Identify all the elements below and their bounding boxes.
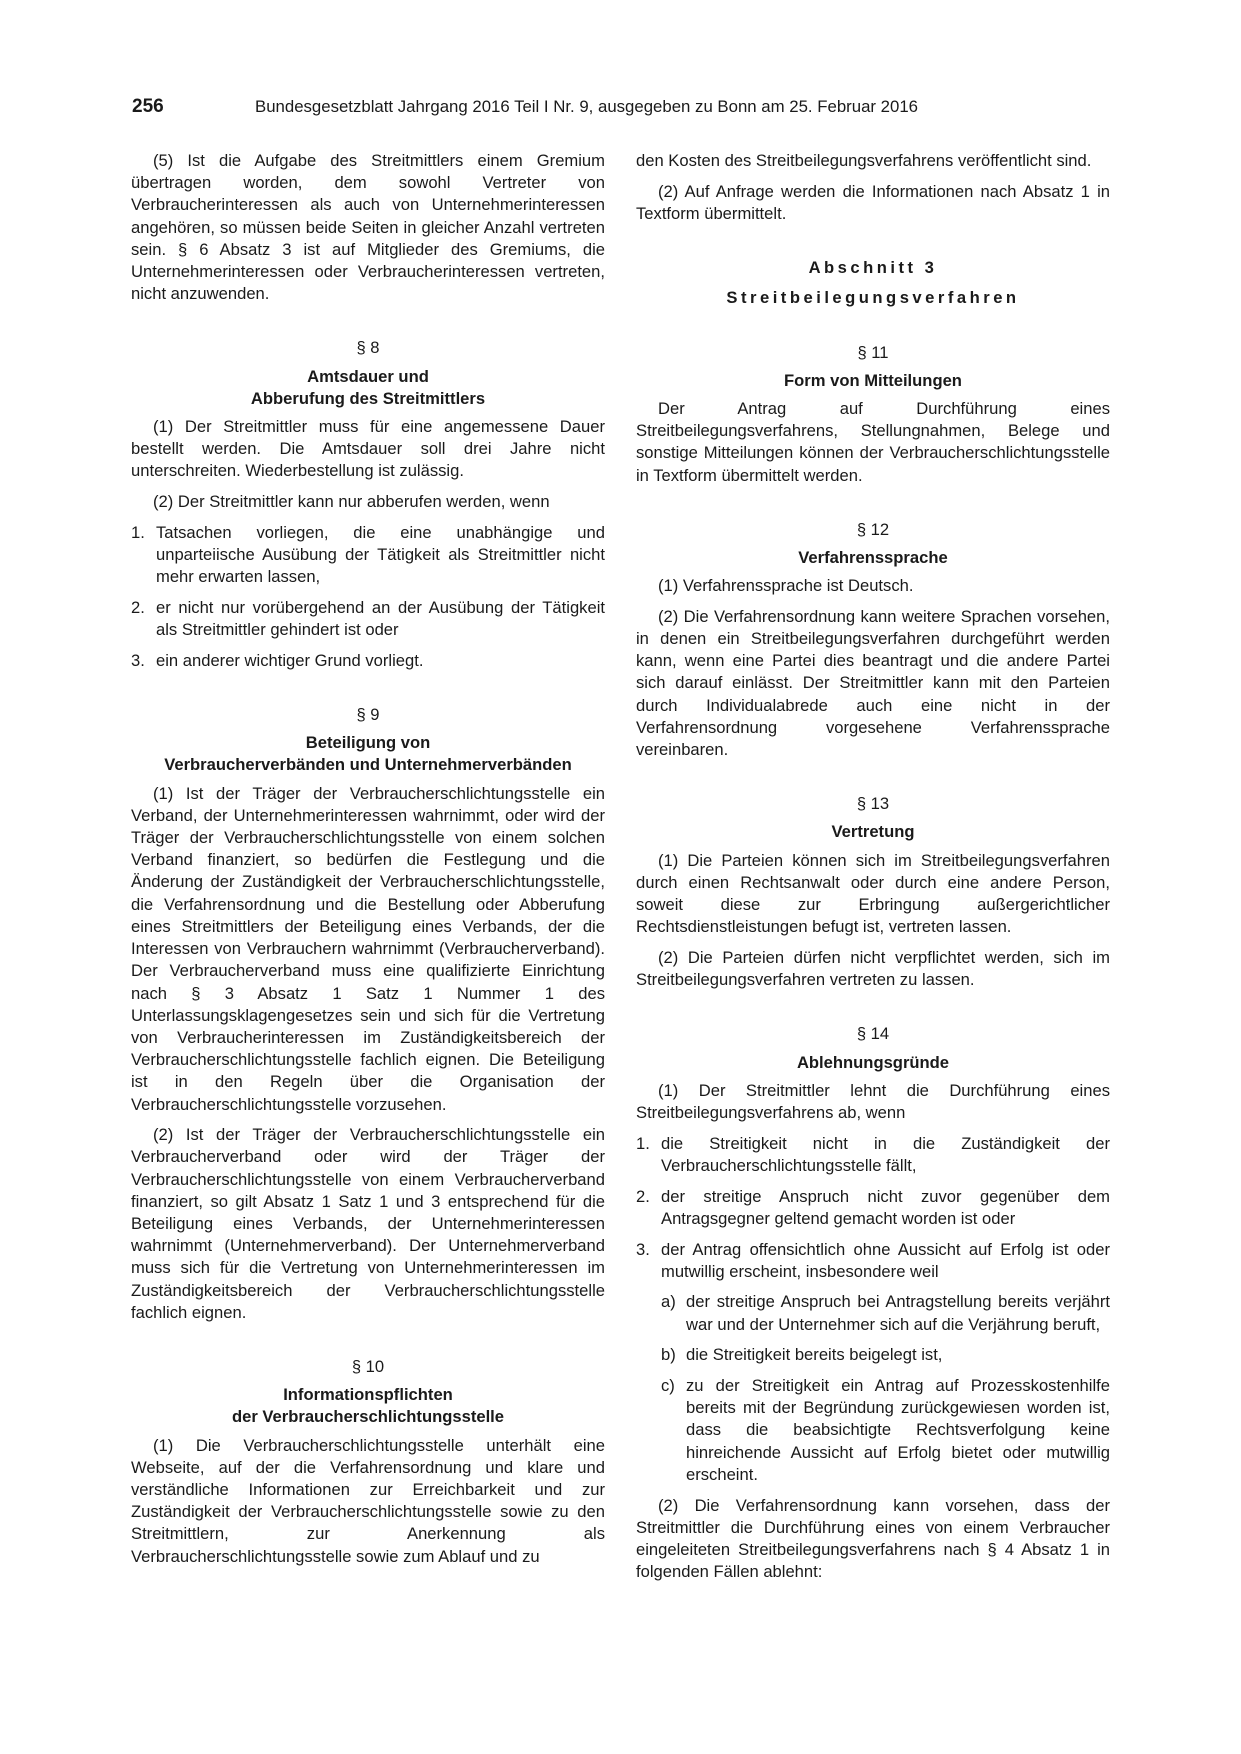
list-item xyxy=(636,1133,1110,1177)
list-item-number: 1. xyxy=(636,1133,650,1153)
sub-list-item-letter: c) xyxy=(661,1376,675,1396)
list-item-text: er nicht nur vorübergehend an der Ausübung der Tätigkeit als Streitmittler gehindert ist oder xyxy=(156,597,605,640)
section-10-title-line-1: Informationspflichten xyxy=(283,1385,453,1405)
section-14-title: Ablehnungsgründe xyxy=(796,1052,950,1072)
left-column xyxy=(131,150,605,1576)
section-14-number: § 14 xyxy=(856,1024,890,1044)
chapter-heading: Abschnitt 3 xyxy=(808,258,938,278)
sub-list-item-text: zu der Streitigkeit ein Antrag auf Prozesskostenhilfe bereits mit der Begründung zurückgewiesen worden ist, dass die beabsichtigte Rechtsverfolgung keine hinreichende Aussicht auf Erfolg bietet oder mutwillig erscheint. xyxy=(686,1376,1110,1484)
section-8-title-line-2: Abberufung des Streitmittlers xyxy=(250,388,486,408)
section-10-number: § 10 xyxy=(351,1357,385,1377)
sub-list-item-text: die Streitigkeit bereits beigelegt ist, xyxy=(686,1345,943,1365)
list-item xyxy=(131,650,605,672)
list-item-text: ein anderer wichtiger Grund vorliegt. xyxy=(156,650,424,670)
list-item xyxy=(131,597,605,641)
list-item-number: 1. xyxy=(131,522,145,542)
section-8-title-line-1: Amtsdauer und xyxy=(307,366,429,386)
section-8-paragraph-2: (2) Der Streitmittler kann nur abberufen werden, wenn xyxy=(153,492,550,512)
section-9-paragraph-1: (1) Ist der Träger der Verbraucherschlichtungsstelle ein Verband, der Unternehmerinteressen wahrnimmt, oder wird der Träger der Verbraucherschlichtungsstelle von einem solchen Verband finanziert, so bedürfen die Festlegung und die Änderung der Zuständigkeit der Verbraucherschlichtungsstelle, die Verfahrensordnung und die Bestellung oder Abberufung eines Streitmittlers der Beteiligung eines Verbands, der die Interessen von Verbrauchern wahrnimmt (Verbraucherverband). Der Verbraucherverband muss eine qualifizierte Einrichtung nach § 3 Absatz 1 Satz 1 Nummer 1 des Unterlassungsklagengesetzes sein und sich für die Vertretung von Verbraucherinteressen im Zuständigkeitsbereich der Verbraucherschlichtungsstelle fachlich eignen. Die Beteiligung ist in den Regeln über die Organisation der Verbraucherschlichtungsstelle vorzusehen. xyxy=(131,783,605,1114)
section-8-number: § 8 xyxy=(356,338,380,358)
sub-list-item xyxy=(661,1344,1110,1366)
list-item-text: die Streitigkeit nicht in die Zuständigkeit der Verbraucherschlichtungsstelle fällt, xyxy=(661,1133,1110,1175)
list-item-text: der Antrag offensichtlich ohne Aussicht auf Erfolg ist oder mutwillig erscheint, insbesondere weil xyxy=(661,1239,1110,1281)
list-item-text: Tatsachen vorliegen, die eine unabhängige und unparteiische Ausübung der Tätigkeit als Streitmittler nicht mehr erwarten lassen, xyxy=(156,522,605,587)
sub-list-item-letter: a) xyxy=(661,1292,676,1312)
section-13-number: § 13 xyxy=(856,794,890,814)
sub-list-item-text: der streitige Anspruch bei Antragstellung bereits verjährt war und der Unternehmer sich auf die Verjährung beruft, xyxy=(686,1292,1110,1334)
list-item-number: 3. xyxy=(131,650,145,670)
section-14-paragraph-1: (1) Der Streitmittler lehnt die Durchführung eines Streitbeilegungsverfahrens ab, wenn xyxy=(636,1080,1110,1122)
list-item-text: der streitige Anspruch nicht zuvor gegenüber dem Antragsgegner geltend gemacht worden ist oder xyxy=(661,1186,1110,1228)
list-item xyxy=(636,1239,1110,1283)
section-9-title-line-1: Beteiligung von xyxy=(305,733,431,753)
list-item xyxy=(131,522,605,589)
section-12-number: § 12 xyxy=(856,519,890,539)
section-10-paragraph-1: (1) Die Verbraucherschlichtungsstelle unterhält eine Webseite, auf der die Verfahrensordnung und klare und verständliche Informationen zur Erreichbarkeit und zur Zuständigkeit der Verbraucherschlichtungsstelle sowie zu den Streitmittlern, zur Anerkennung als Verbraucherschlichtungsstelle sowie zum Ablauf und zu xyxy=(131,1435,605,1566)
section-11-title: Form von Mitteilungen xyxy=(784,370,962,390)
section-9-title-line-2: Verbraucherverbänden und Unternehmerverbänden xyxy=(164,755,572,775)
section-8-list xyxy=(131,522,605,672)
section-10-paragraph-1-continued: den Kosten des Streitbeilegungsverfahrens veröffentlicht sind. xyxy=(636,151,1092,170)
section-10-title xyxy=(131,1384,605,1428)
section-12-title: Verfahrenssprache xyxy=(798,547,948,567)
section-13-paragraph-2: (2) Die Parteien dürfen nicht verpflichtet werden, sich im Streitbeilegungsverfahren vertreten zu lassen. xyxy=(636,947,1110,990)
section-12-paragraph-2: (2) Die Verfahrensordnung kann weitere Sprachen vorsehen, in denen ein Streitbeilegungsverfahren durchgeführt werden kann, wenn eine Partei dies beantragt und die andere Partei sich darauf einlässt. Der Streitmittler kann mit den Parteien durch Individualabrede auch eine nicht in der Verfahrensordnung vorgesehene Verfahrenssprache vereinbaren. xyxy=(636,606,1110,760)
list-item-number: 2. xyxy=(636,1186,650,1206)
section-12-paragraph-1: (1) Verfahrenssprache ist Deutsch. xyxy=(658,576,914,596)
sub-list-item xyxy=(661,1375,1110,1486)
section-8-paragraph-1: (1) Der Streitmittler muss für eine angemessene Dauer bestellt werden. Die Amtsdauer soll drei Jahre nicht unterschreiten. Wiederbestellung ist zulässig. xyxy=(131,417,605,481)
section-13-paragraph-1: (1) Die Parteien können sich im Streitbeilegungsverfahren durch einen Rechtsanwalt oder durch eine andere Person, soweit diese zur Erbringung außergerichtlicher Rechtsdienstleistungen befugt ist, vertreten lassen. xyxy=(636,850,1110,937)
section-10-paragraph-2: (2) Auf Anfrage werden die Informationen nach Absatz 1 in Textform übermittelt. xyxy=(636,181,1110,223)
sub-list-item xyxy=(661,1291,1110,1335)
section-9-paragraph-2: (2) Ist der Träger der Verbraucherschlichtungsstelle ein Verbraucherverband oder wird der Träger der Verbraucherschlichtungsstelle von einem Verbraucherverband finanziert, so gilt Absatz 1 Satz 1 und 3 entsprechend für die Beteiligung eines Verbands, der Unternehmerinteressen wahrnimmt (Unternehmerverband). Der Unternehmerverband muss sich für die Vertretung von Unternehmerinteressen im Zuständigkeitsbereich der Verbraucherschlichtungsstelle fachlich eignen. xyxy=(131,1125,605,1322)
section-11-number: § 11 xyxy=(857,342,889,362)
section-9-title xyxy=(131,732,605,776)
running-head: Bundesgesetzblatt Jahrgang 2016 Teil I Nr. 9, ausgegeben zu Bonn am 25. Februar 2016 xyxy=(255,97,919,116)
section-14-list xyxy=(636,1133,1110,1486)
page-header xyxy=(132,96,1112,126)
sub-list-item-letter: b) xyxy=(661,1345,676,1365)
section-9-number: § 9 xyxy=(356,705,380,725)
section-13-title: Vertretung xyxy=(831,822,915,842)
section-8-title xyxy=(131,366,605,410)
paragraph-7-5: (5) Ist die Aufgabe des Streitmittlers einem Gremium übertragen worden, dem sowohl Vertreter von Verbraucherinteressen als auch von Unternehmerinteressen angehören, so müssen beide Seiten in gleicher Anzahl vertreten sein. § 6 Absatz 3 ist auf Mitglieder des Gremiums, die Unternehmerinteressen oder Verbraucherinteressen vertreten, nicht anzuwenden. xyxy=(131,151,605,304)
section-11-paragraph-1: Der Antrag auf Durchführung eines Streitbeilegungsverfahrens, Stellungnahmen, Belege und sonstige Mitteilungen können der Verbraucherschlichtungsstelle in Textform übermittelt werden. xyxy=(636,398,1110,485)
list-item xyxy=(636,1186,1110,1230)
page-number: 256 xyxy=(132,96,164,117)
list-item-number: 2. xyxy=(131,597,145,617)
section-10-title-line-2: der Verbraucherschlichtungsstelle xyxy=(231,1407,505,1427)
right-column xyxy=(636,150,1110,1592)
list-item-number: 3. xyxy=(636,1239,650,1259)
section-14-paragraph-2: (2) Die Verfahrensordnung kann vorsehen, dass der Streitmittler die Durchführung eines von einem Verbraucher eingeleiteten Streitbeilegungsverfahrens nach § 4 Absatz 1 in folgenden Fällen ablehnt: xyxy=(636,1495,1110,1582)
chapter-title: Streitbeilegungsverfahren xyxy=(726,288,1020,308)
